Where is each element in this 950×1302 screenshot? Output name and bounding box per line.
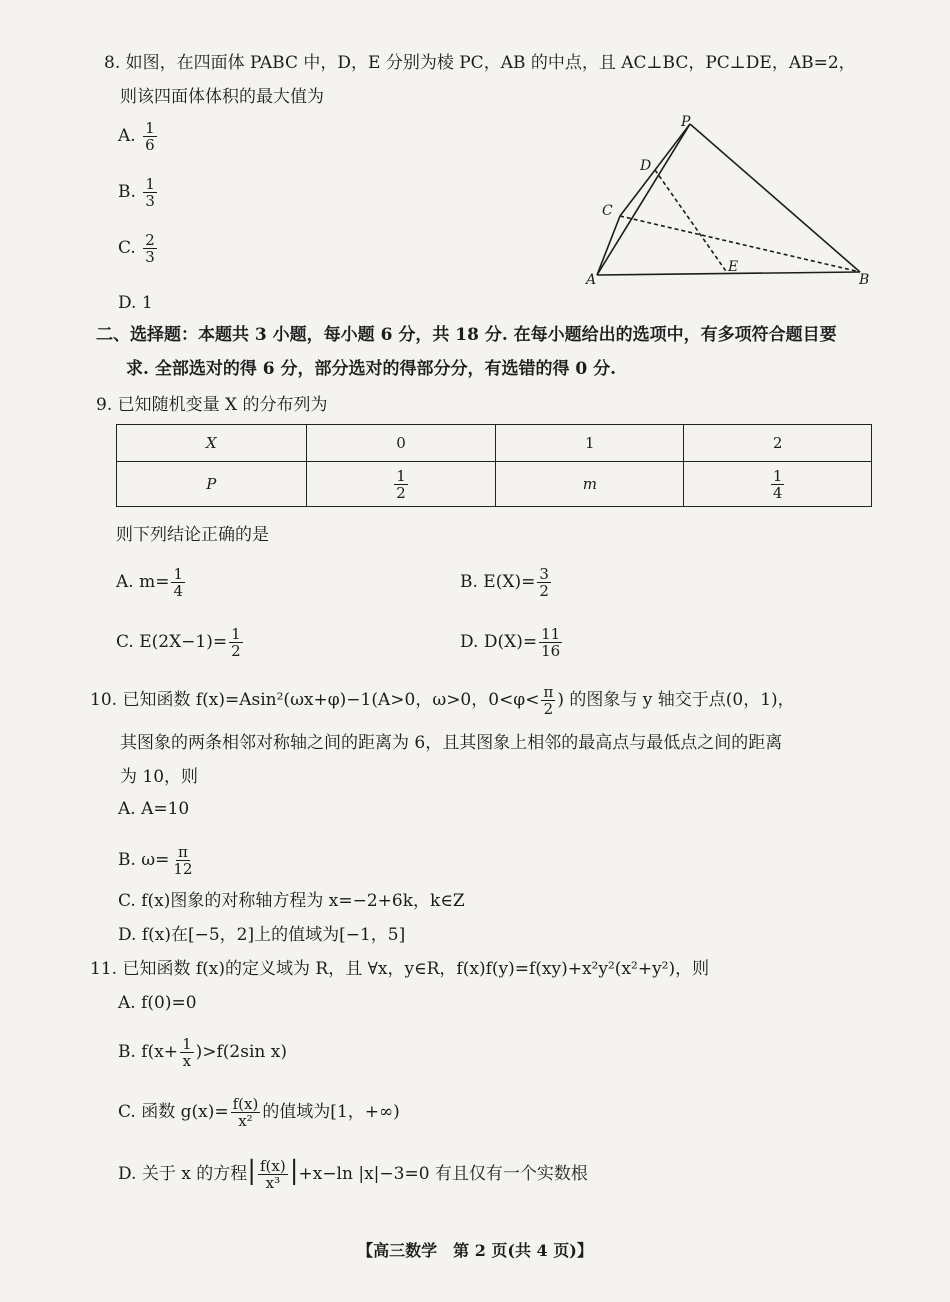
fraction: $\frac{f(x)}{\text{x²}}$ bbox=[232, 1095, 259, 1130]
q8-option-b bbox=[118, 176, 159, 209]
table-cell: m bbox=[496, 462, 684, 507]
fraction: $\frac{1}{3}$ bbox=[145, 175, 155, 210]
edge-ca bbox=[597, 216, 620, 275]
label-e: E bbox=[728, 259, 739, 275]
fraction: $\frac{f(x)}{\text{x³}}$ bbox=[260, 1157, 286, 1192]
q10-stem-line3: 为 10，则 bbox=[120, 767, 199, 787]
q8-option-a bbox=[118, 120, 159, 153]
q11-option-b: B. f(x+ $\frac{1}{x}$ )>f(2sin x) bbox=[118, 1035, 287, 1070]
fraction: $\frac{3}{2}$ bbox=[539, 565, 549, 600]
q11-option-c: C. 函数 g(x)= $\frac{f(x)}{\text{x²}}$ 的值域为[1，+∞) bbox=[118, 1095, 400, 1130]
q10-stem-line2: 其图象的两条相邻对称轴之间的距离为 6，且其图象上相邻的最高点与最低点之间的距离 bbox=[120, 733, 783, 753]
fraction: $\frac{2}{3}$ bbox=[145, 231, 155, 266]
q9-option-c: C. E(2X−1)= $\frac{1}{2}$ bbox=[116, 625, 241, 660]
q10-option-b: B. ω= $\frac{\pi}{12}$ bbox=[118, 843, 193, 878]
table-cell bbox=[306, 462, 496, 507]
q11-option-d: D. 关于 x 的方程| $\frac{f(x)}{\text{x³}}$ |+x−ln |x|−3=0 有且仅有一个实数根 bbox=[118, 1156, 588, 1192]
fraction: $\frac{1}{4}$ bbox=[173, 565, 183, 600]
label-b: B bbox=[859, 272, 870, 288]
fraction: $\frac{1}{x}$ bbox=[182, 1035, 192, 1070]
fraction: $\frac{1}{2}$ bbox=[231, 625, 241, 660]
edge-cb bbox=[620, 216, 860, 272]
fraction: $\frac{11}{16}$ bbox=[541, 625, 561, 660]
q11-option-a: A. f(0)=0 bbox=[118, 993, 197, 1013]
table-cell: 2 bbox=[684, 425, 872, 462]
table-row bbox=[117, 425, 872, 462]
q9-option-a: A. m= $\frac{1}{4}$ bbox=[116, 565, 183, 600]
q8-stem-line1: 8. 如图，在四面体 PABC 中，D，E 分别为棱 PC，AB 的中点，且 AC⊥BC，PC⊥DE，AB=2， bbox=[104, 53, 856, 73]
label-d: D bbox=[640, 158, 652, 174]
option-label: A. bbox=[118, 126, 136, 146]
q8-stem-line2: 则该四面体体积的最大值为 bbox=[120, 87, 324, 107]
q10-option-d: D. f(x)在[−5，2]上的值域为[−1，5] bbox=[118, 925, 406, 945]
label-a: A bbox=[586, 272, 597, 288]
table-cell bbox=[684, 462, 872, 507]
q10-stem-line1: 10. 已知函数 f(x)=Asin²(ωx+φ)−1(A>0，ω>0，0<φ< $\frac{\pi}{2}$ ) 的图象与 y 轴交于点(0，1)， bbox=[90, 683, 795, 718]
q8-option-d bbox=[118, 292, 153, 314]
fraction: $\frac{1}{6}$ bbox=[145, 119, 155, 154]
label-c: C bbox=[602, 203, 613, 219]
q10-option-c: C. f(x)图象的对称轴方程为 x=−2+6k，k∈Z bbox=[118, 891, 465, 911]
abs-bar-right: | bbox=[289, 1156, 299, 1186]
label-p: P bbox=[681, 114, 691, 130]
option-label: B. bbox=[118, 182, 136, 202]
q8-option-c bbox=[118, 232, 159, 265]
table-cell: 1 bbox=[496, 425, 684, 462]
table-cell: P bbox=[117, 462, 307, 507]
q9-option-d: D. D(X)= $\frac{11}{16}$ bbox=[460, 625, 561, 660]
distribution-table bbox=[116, 424, 872, 507]
q9-prompt: 则下列结论正确的是 bbox=[116, 525, 269, 545]
fraction: $\frac{\pi}{12}$ bbox=[173, 843, 193, 878]
fraction: $\frac{1}{2}$ bbox=[396, 466, 406, 502]
edge-pb bbox=[690, 124, 860, 272]
option-label: C. bbox=[118, 238, 136, 258]
segment-de bbox=[655, 170, 728, 274]
table-cell: X bbox=[117, 425, 307, 462]
q10-option-a: A. A=10 bbox=[118, 799, 190, 819]
option-label: D. bbox=[118, 293, 137, 313]
fraction: $\frac{\pi}{2}$ bbox=[543, 683, 554, 718]
q9-stem: 9. 已知随机变量 X 的分布列为 bbox=[96, 395, 328, 415]
q9-option-b: B. E(X)= $\frac{3}{2}$ bbox=[460, 565, 549, 600]
table-row bbox=[117, 462, 872, 507]
fraction: $\frac{1}{4}$ bbox=[772, 466, 783, 502]
table-cell: 0 bbox=[306, 425, 496, 462]
q11-stem: 11. 已知函数 f(x)的定义域为 R，且 ∀x，y∈R，f(x)f(y)=f(xy)+x²y²(x²+y²)，则 bbox=[90, 959, 710, 979]
page-footer: 【高三数学 第 2 页(共 4 页)】 bbox=[357, 1241, 593, 1260]
abs-bar-left: | bbox=[247, 1156, 256, 1186]
section2-line2: 求. 全部选对的得 6 分，部分选对的得部分分，有选错的得 0 分. bbox=[126, 359, 617, 379]
section2-line1: 二、选择题：本题共 3 小题，每小题 6 分，共 18 分. 在每小题给出的选项中，有多项符合题目要 bbox=[96, 325, 837, 345]
tetrahedron-figure bbox=[580, 112, 880, 292]
option-value: 1 bbox=[141, 293, 153, 313]
